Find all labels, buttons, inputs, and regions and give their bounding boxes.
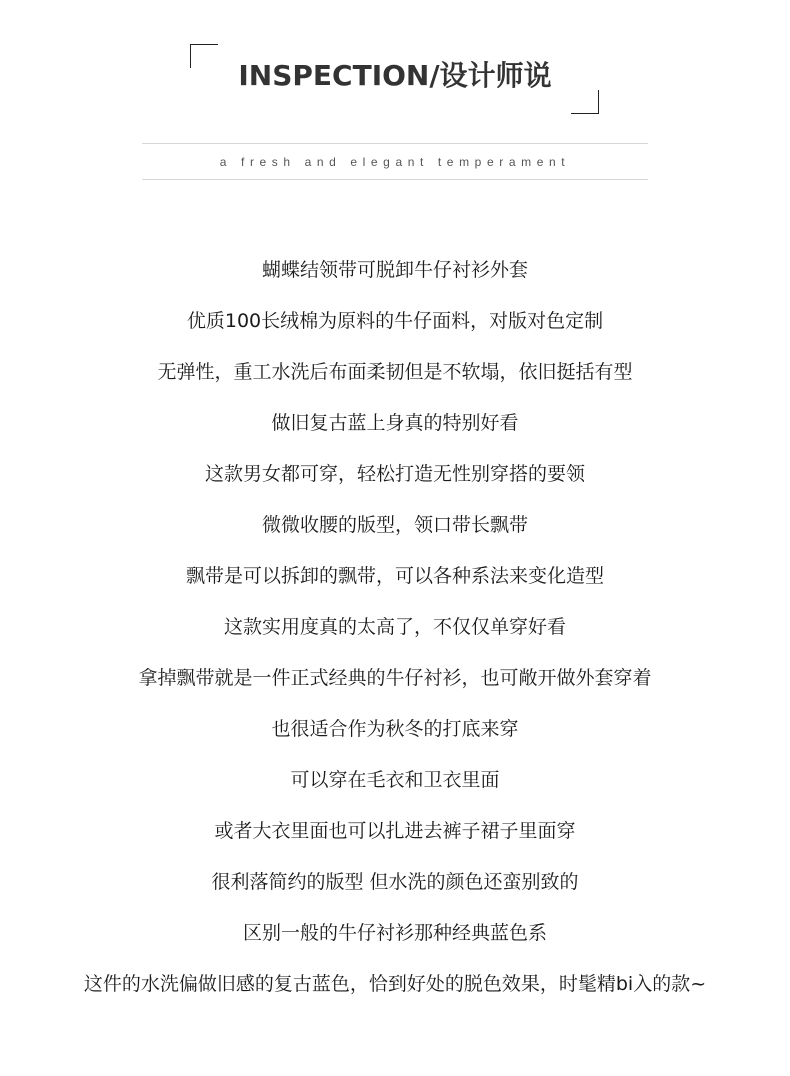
description-line: 微微收腰的版型，领口带长飘带 — [261, 514, 528, 536]
description-line: 这款男女都可穿，轻松打造无性别穿搭的要领 — [204, 463, 585, 485]
description-line: 做旧复古蓝上身真的特别好看 — [271, 412, 519, 434]
description-list — [0, 252, 790, 1017]
divider-bottom — [142, 179, 648, 180]
description-line: 蝴蝶结领带可脱卸牛仔衬衫外套 — [261, 259, 528, 281]
corner-bracket-bottom-right — [571, 90, 599, 114]
description-line: 这款实用度真的太高了，不仅仅单穿好看 — [223, 616, 566, 638]
subtitle-tagline: a fresh and elegant temperament — [219, 155, 571, 169]
page-title: INSPECTION/设计师说 — [238, 59, 552, 92]
description-line: 优质100长绒棉为原料的牛仔面料，对版对色定制 — [186, 310, 604, 332]
description-line: 也很适合作为秋冬的打底来穿 — [271, 718, 519, 740]
description-line: 区别一般的牛仔衬衫那种经典蓝色系 — [242, 922, 547, 944]
description-line: 这件的水洗偏做旧感的复古蓝色，恰到好处的脱色效果，时髦精bi入的款~ — [83, 973, 707, 995]
description-line: 或者大衣里面也可以扎进去裤子裙子里面穿 — [214, 820, 576, 842]
divider-top — [142, 143, 648, 144]
description-line: 可以穿在毛衣和卫衣里面 — [290, 769, 500, 791]
description-line: 无弹性，重工水洗后布面柔韧但是不软塌，依旧挺括有型 — [157, 361, 633, 383]
description-line: 很利落简约的版型 但水洗的颜色还蛮别致的 — [211, 871, 579, 893]
description-line: 飘带是可以拆卸的飘带，可以各种系法来变化造型 — [185, 565, 604, 587]
description-line: 拿掉飘带就是一件正式经典的牛仔衬衫，也可敞开做外套穿着 — [138, 667, 652, 689]
